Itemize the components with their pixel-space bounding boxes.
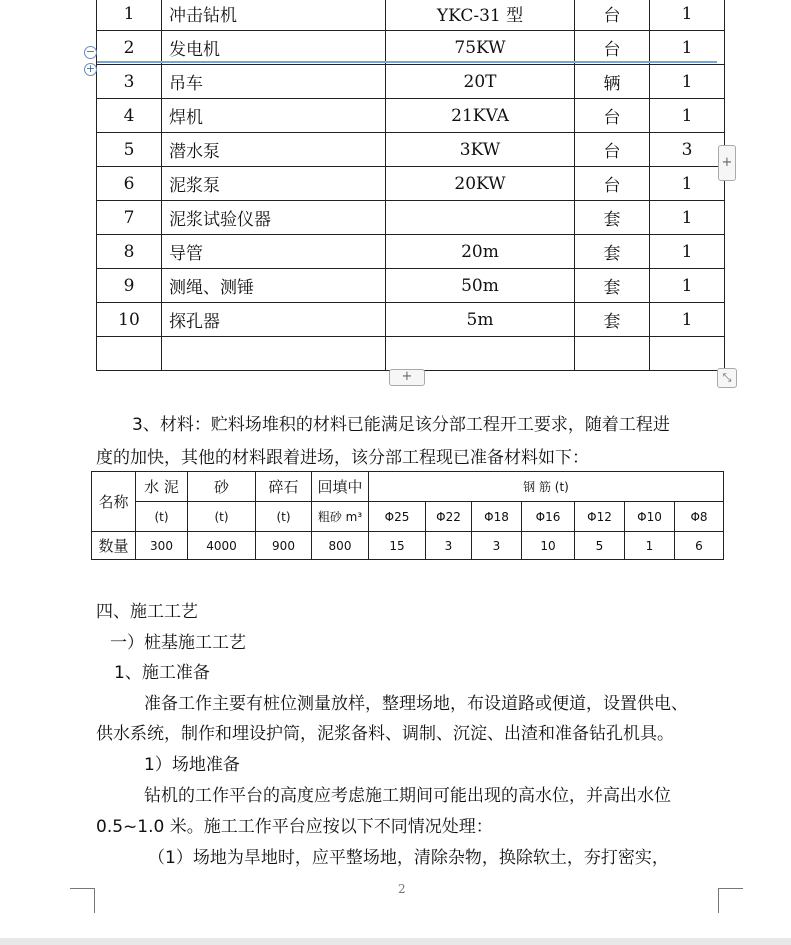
equipment-name[interactable]: 测绳、测锤 — [162, 269, 386, 303]
empty-table-row[interactable] — [97, 337, 725, 371]
name-header[interactable]: 名称 — [92, 472, 136, 532]
row-number[interactable]: 10 — [97, 303, 162, 337]
qty-value[interactable]: 4000 — [188, 532, 256, 560]
table-row[interactable] — [97, 269, 725, 303]
equipment-spec[interactable]: 75KW — [386, 31, 575, 65]
equipment-unit[interactable]: 台 — [575, 31, 650, 65]
equipment-qty[interactable]: 3 — [650, 133, 725, 167]
qty-value[interactable]: 800 — [312, 532, 369, 560]
equipment-qty[interactable]: 1 — [650, 99, 725, 133]
equipment-spec[interactable]: 3KW — [386, 133, 575, 167]
rebar-size[interactable]: Φ8 — [675, 502, 724, 532]
table-resize-icon[interactable]: ⤡ — [717, 368, 737, 388]
equipment-unit[interactable]: 辆 — [575, 65, 650, 99]
materials-subheader-row — [92, 502, 724, 532]
equipment-spec[interactable]: 20KW — [386, 167, 575, 201]
empty-cell[interactable] — [97, 337, 162, 371]
table-row[interactable] — [97, 133, 725, 167]
equipment-qty[interactable]: 1 — [650, 201, 725, 235]
paragraph-line: （1）场地为旱地时，应平整场地，清除杂物，换除软土，夯打密实， — [148, 848, 669, 868]
qty-value[interactable]: 3 — [472, 532, 522, 560]
materials-table[interactable] — [91, 471, 724, 560]
row-number[interactable]: 3 — [97, 65, 162, 99]
equipment-spec[interactable]: 21KVA — [386, 99, 575, 133]
equipment-unit[interactable]: 台 — [575, 99, 650, 133]
qty-value[interactable]: 5 — [575, 532, 625, 560]
equipment-qty[interactable]: 1 — [650, 31, 725, 65]
cement-unit[interactable]: (t) — [136, 502, 188, 532]
add-row-button[interactable]: + — [389, 369, 425, 386]
row-insert-indicator — [97, 61, 717, 63]
equipment-spec[interactable] — [386, 201, 575, 235]
qty-value[interactable]: 1 — [625, 532, 675, 560]
equipment-unit[interactable]: 套 — [575, 303, 650, 337]
materials-qty-row — [92, 532, 724, 560]
gravel-header[interactable]: 碎石 — [256, 472, 312, 502]
equipment-unit[interactable]: 套 — [575, 269, 650, 303]
equipment-table[interactable] — [96, 0, 725, 371]
table-row[interactable] — [97, 0, 725, 31]
qty-value[interactable]: 15 — [369, 532, 426, 560]
paragraph-line: 钻机的工作平台的高度应考虑施工期间可能出现的高水位，并高出水位 — [144, 786, 671, 806]
table-row[interactable] — [97, 235, 725, 269]
materials-intro-line2: 度的加快，其他的材料跟着进场，该分部工程现已准备材料如下： — [96, 448, 589, 468]
table-row[interactable] — [97, 65, 725, 99]
table-row[interactable] — [97, 99, 725, 133]
equipment-spec[interactable]: 5m — [386, 303, 575, 337]
equipment-unit[interactable]: 台 — [575, 133, 650, 167]
empty-cell[interactable] — [575, 337, 650, 371]
rebar-size[interactable]: Φ22 — [426, 502, 472, 532]
sand-unit[interactable]: (t) — [188, 502, 256, 532]
equipment-unit[interactable]: 套 — [575, 201, 650, 235]
equipment-spec[interactable]: YKC-31 型 — [386, 0, 575, 31]
equipment-name[interactable]: 吊车 — [162, 65, 386, 99]
table-row[interactable] — [97, 167, 725, 201]
paragraph-line: 准备工作主要有桩位测量放样，整理场地，布设道路或便道，设置供电、 — [144, 694, 688, 714]
equipment-name[interactable]: 泥浆试验仪器 — [162, 201, 386, 235]
table-row[interactable] — [97, 31, 725, 65]
qty-value[interactable]: 10 — [522, 532, 575, 560]
rebar-size[interactable]: Φ16 — [522, 502, 575, 532]
backfill-unit[interactable]: 粗砂 m³ — [312, 502, 369, 532]
row-number[interactable]: 8 — [97, 235, 162, 269]
materials-header-row — [92, 472, 724, 502]
equipment-qty[interactable]: 1 — [650, 235, 725, 269]
equipment-unit[interactable]: 台 — [575, 0, 650, 31]
equipment-qty[interactable]: 1 — [650, 0, 725, 31]
subsection-heading: 1）场地准备 — [144, 755, 240, 775]
qty-value[interactable]: 300 — [136, 532, 188, 560]
row-number[interactable]: 2 — [97, 31, 162, 65]
rebar-size[interactable]: Φ10 — [625, 502, 675, 532]
equipment-name[interactable]: 导管 — [162, 235, 386, 269]
table-row[interactable] — [97, 201, 725, 235]
equipment-spec[interactable]: 20T — [386, 65, 575, 99]
equipment-qty[interactable]: 1 — [650, 65, 725, 99]
qty-value[interactable]: 900 — [256, 532, 312, 560]
equipment-name[interactable]: 冲击钻机 — [162, 0, 386, 31]
gravel-unit[interactable]: (t) — [256, 502, 312, 532]
row-number[interactable]: 5 — [97, 133, 162, 167]
materials-intro-line1: 3、材料：贮料场堆积的材料已能满足该分部工程开工要求，随着工程进 — [132, 415, 670, 435]
equipment-qty[interactable]: 1 — [650, 167, 725, 201]
insert-row-icon[interactable]: + — [85, 62, 96, 75]
equipment-name[interactable]: 潜水泵 — [162, 133, 386, 167]
row-number[interactable]: 4 — [97, 99, 162, 133]
row-number[interactable]: 9 — [97, 269, 162, 303]
equipment-unit[interactable]: 台 — [575, 167, 650, 201]
empty-cell[interactable] — [650, 337, 725, 371]
empty-cell[interactable] — [386, 337, 575, 371]
equipment-name[interactable]: 泥浆泵 — [162, 167, 386, 201]
rebar-size[interactable]: Φ18 — [472, 502, 522, 532]
subsection-heading: 1、施工准备 — [114, 663, 210, 683]
equipment-qty[interactable]: 1 — [650, 303, 725, 337]
equipment-spec[interactable]: 20m — [386, 235, 575, 269]
empty-cell[interactable] — [162, 337, 386, 371]
margin-corner-mark — [70, 888, 95, 913]
paragraph-line: 供水系统，制作和埋设护筒，泥浆备料、调制、沉淀、出渣和准备钻孔机具。 — [96, 724, 674, 744]
add-column-button[interactable]: + — [718, 145, 736, 181]
backfill-header[interactable]: 回填中 — [312, 472, 369, 502]
equipment-qty[interactable]: 1 — [650, 269, 725, 303]
section-heading: 四、施工工艺 — [96, 602, 198, 622]
equipment-name[interactable]: 探孔器 — [162, 303, 386, 337]
rebar-header[interactable]: 钢 筋 (t) — [369, 472, 724, 502]
rebar-size[interactable]: Φ12 — [575, 502, 625, 532]
qty-value[interactable]: 3 — [426, 532, 472, 560]
page-gap — [0, 938, 791, 945]
row-number[interactable]: 1 — [97, 0, 162, 31]
row-number[interactable]: 7 — [97, 201, 162, 235]
rebar-size[interactable]: Φ25 — [369, 502, 426, 532]
equipment-unit[interactable]: 套 — [575, 235, 650, 269]
paragraph-line: 0.5~1.0 米。施工工作平台应按以下不同情况处理： — [96, 817, 493, 837]
page-number: 2 — [398, 882, 406, 896]
subsection-heading: 一）桩基施工工艺 — [110, 633, 246, 653]
qty-value[interactable]: 6 — [675, 532, 724, 560]
row-number[interactable]: 6 — [97, 167, 162, 201]
equipment-name[interactable]: 焊机 — [162, 99, 386, 133]
equipment-name[interactable]: 发电机 — [162, 31, 386, 65]
table-row[interactable] — [97, 303, 725, 337]
qty-label[interactable]: 数量 — [92, 532, 136, 560]
collapse-row-icon[interactable]: − — [85, 45, 96, 58]
sand-header[interactable]: 砂 — [188, 472, 256, 502]
equipment-table-body — [97, 0, 725, 371]
cement-header[interactable]: 水 泥 — [136, 472, 188, 502]
margin-corner-mark — [718, 888, 743, 913]
equipment-spec[interactable]: 50m — [386, 269, 575, 303]
